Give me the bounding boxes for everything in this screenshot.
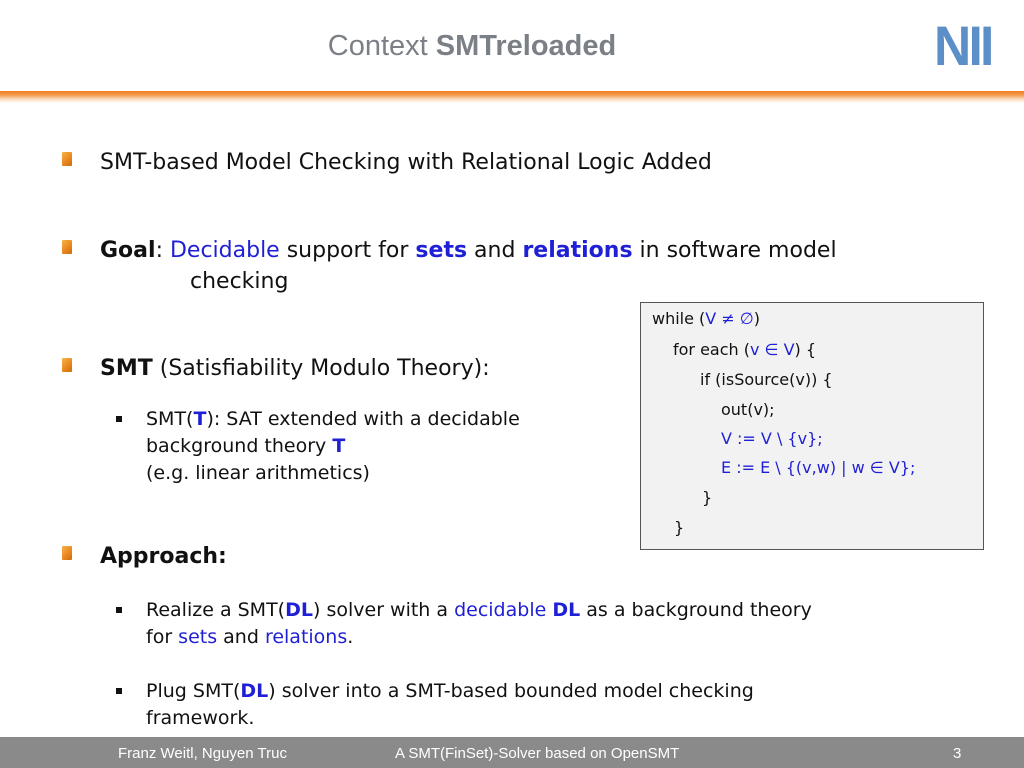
code-foreach-pre: for each ( xyxy=(673,340,750,359)
goal-line2: checking xyxy=(190,269,289,294)
smt-label: SMT xyxy=(100,356,153,381)
approach-sub1-line2 xyxy=(146,624,353,651)
code-while-post: ) xyxy=(753,309,761,328)
code-line-close-for: } xyxy=(674,518,685,537)
footer-talk-title: A SMT(FinSet)-Solver based on OpenSMT xyxy=(395,745,680,762)
s1-decidable: decidable xyxy=(454,599,547,621)
s1-post: as a background theory xyxy=(580,599,812,621)
code-line-vassign: V := V \ {v}; xyxy=(721,429,823,448)
s2-pre: Plug SMT( xyxy=(146,680,241,702)
smt-rest: (Satisfiability Modulo Theory): xyxy=(152,356,490,381)
goal-and: and xyxy=(467,238,523,263)
code-foreach-cond: v ∈ V xyxy=(750,340,795,359)
bullet-smt-model-checking: SMT-based Model Checking with Relational Logic Added xyxy=(100,150,712,175)
s1-sets: sets xyxy=(178,626,218,648)
slide-footer xyxy=(0,737,1024,768)
bullet-marker-icon xyxy=(62,240,72,254)
goal-rest: in software model xyxy=(632,238,837,263)
code-line-out: out(v); xyxy=(721,400,775,419)
code-while-cond: V ≠ ∅ xyxy=(705,309,754,328)
code-while-pre: while ( xyxy=(652,309,706,328)
goal-colon: : xyxy=(155,238,170,263)
nii-logo: NII xyxy=(934,14,992,77)
sub-bullet-icon xyxy=(116,607,122,613)
goal-label: Goal xyxy=(100,238,156,263)
s1-dl: DL xyxy=(285,599,313,621)
code-line-if: if (isSource(v)) { xyxy=(700,370,833,389)
smt-sub-T: T xyxy=(193,408,207,430)
goal-relations: relations xyxy=(522,238,633,263)
bullet-goal xyxy=(100,236,980,266)
approach-sub1-line1 xyxy=(146,597,986,624)
code-line-eassign: E := E \ {(v,w) | w ∈ V}; xyxy=(721,458,916,477)
s1-mid: ) solver with a xyxy=(313,599,455,621)
smt-sub-line2-pre: background theory xyxy=(146,435,333,457)
s1-dl2: DL xyxy=(552,599,581,621)
goal-decidable: Decidable xyxy=(169,238,280,263)
sub-bullet-icon xyxy=(116,688,122,694)
s1-pre: Realize a SMT( xyxy=(146,599,286,621)
s2-post: ) solver into a SMT-based bounded model checking xyxy=(268,680,754,702)
s1-and: and xyxy=(217,626,265,648)
smt-sub-line3: (e.g. linear arithmetics) xyxy=(146,462,370,484)
code-line-while xyxy=(652,308,760,330)
pseudocode-box xyxy=(640,302,984,550)
smt-sub-line1 xyxy=(146,406,520,433)
bullet-smt xyxy=(100,354,490,384)
code-line-close-if: } xyxy=(702,488,713,507)
s1-relations: relations xyxy=(264,626,348,648)
smt-sub-line2 xyxy=(146,433,345,460)
code-foreach-post: ) { xyxy=(794,340,817,359)
title-regular: Context xyxy=(327,30,436,62)
goal-support-for: support for xyxy=(279,238,416,263)
approach-sub2-line1 xyxy=(146,678,986,705)
bullet-approach: Approach: xyxy=(100,544,227,569)
code-line-foreach xyxy=(673,339,816,361)
header-divider xyxy=(0,91,1024,103)
sub-bullet-icon xyxy=(116,416,122,422)
s2-dl: DL xyxy=(240,680,269,702)
s1-line2-pre: for xyxy=(146,626,179,648)
title-bold: SMTreloaded xyxy=(435,30,617,62)
smt-sub-post: ): SAT extended with a decidable xyxy=(206,408,520,430)
bullet-marker-icon xyxy=(62,358,72,372)
smt-sub-pre: SMT( xyxy=(146,408,194,430)
approach-sub2-line2: framework. xyxy=(146,707,255,729)
smt-sub-line2-T: T xyxy=(332,435,346,457)
footer-page-number: 3 xyxy=(953,745,962,762)
s1-dot: . xyxy=(347,626,354,648)
bullet-marker-icon xyxy=(62,546,72,560)
bullet-marker-icon xyxy=(62,152,72,166)
slide-title xyxy=(0,30,944,63)
goal-sets: sets xyxy=(415,238,468,263)
footer-authors: Franz Weitl, Nguyen Truc xyxy=(118,745,287,762)
